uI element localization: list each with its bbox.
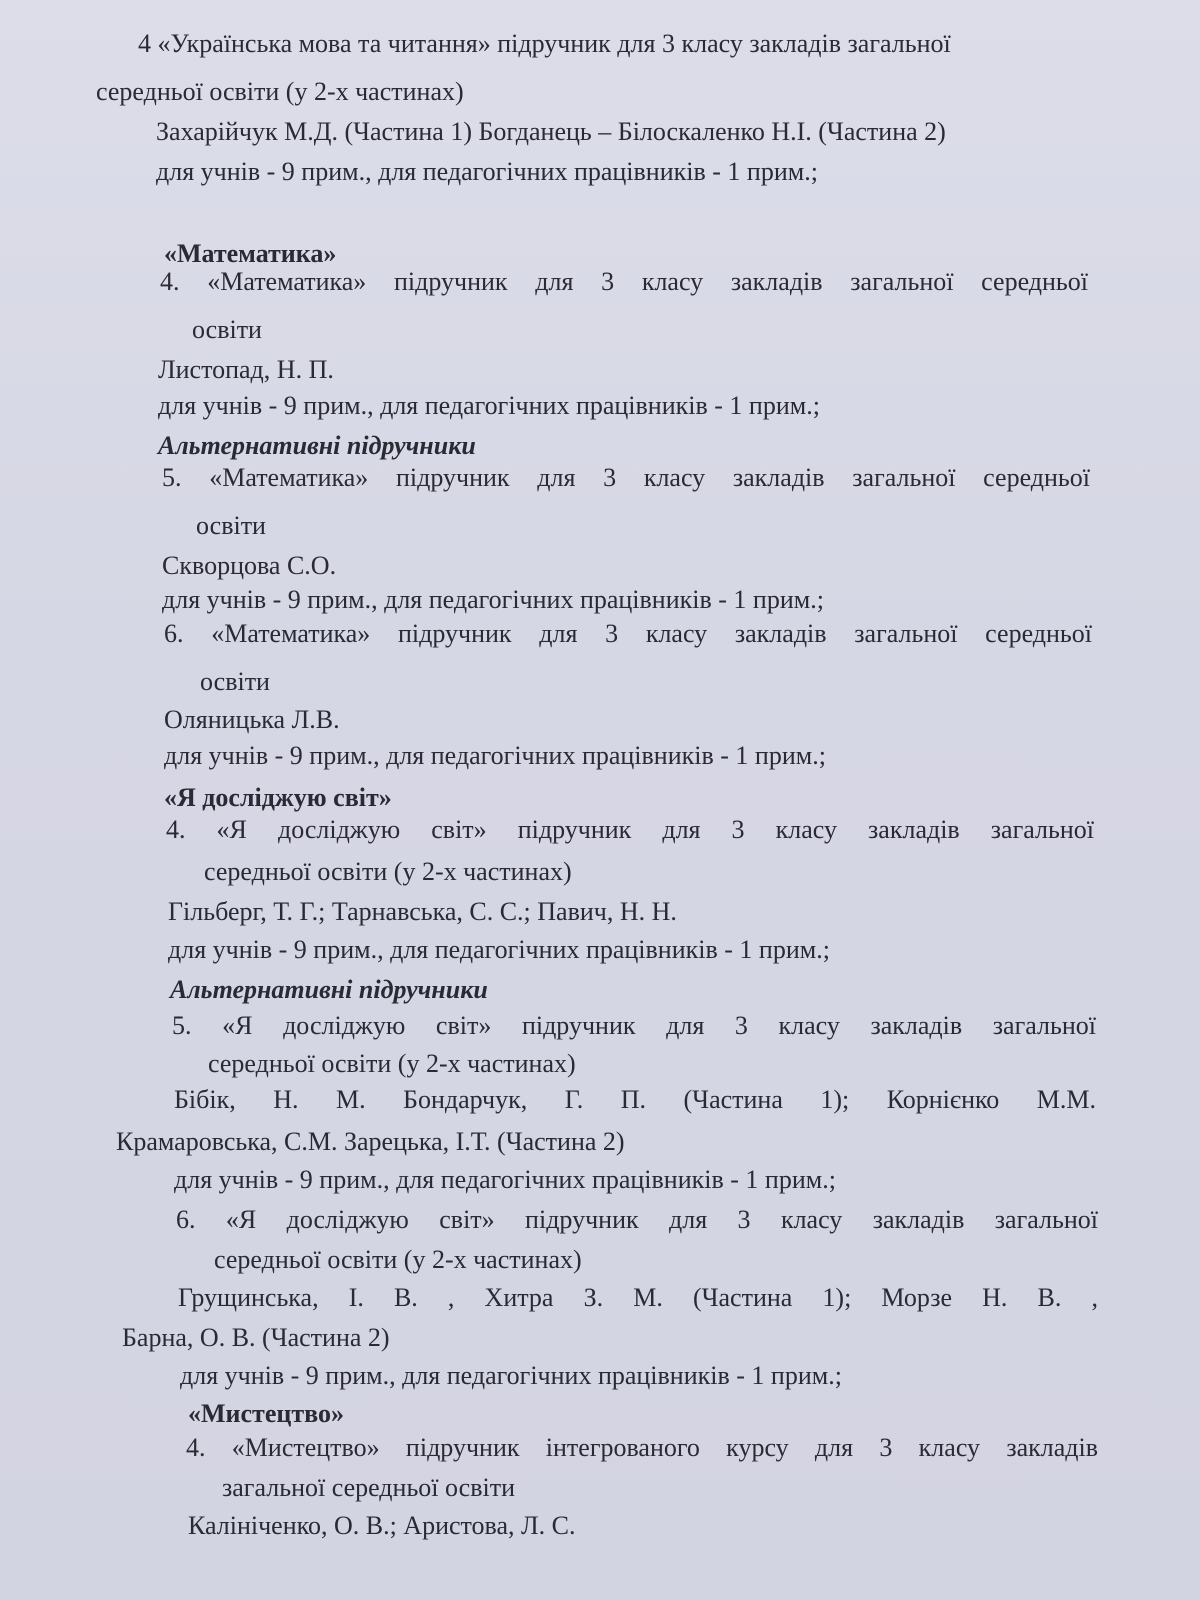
world-item5-authors2: Крамаровська, С.М. Зарецька, І.Т. (Частина 2): [116, 1127, 625, 1156]
math-item5-line1: 5. «Математика» підручник для 3 класу закладів загальної середньої: [162, 463, 1090, 492]
world-item4-copies: для учнів - 9 прим., для педагогічних працівників - 1 прим.;: [168, 935, 830, 964]
math-item4-line1: 4. «Математика» підручник для 3 класу закладів загальної середньої: [160, 267, 1088, 296]
math-item5-authors: Скворцова С.О.: [162, 551, 337, 580]
world-item4-line1: 4. «Я досліджую світ» підручник для 3 класу закладів загальної: [166, 815, 1094, 844]
world-alt-heading: Альтернативні підручники: [170, 975, 488, 1004]
world-item5-line2: середньої освіти (у 2-х частинах): [208, 1049, 576, 1078]
art-item4-line1: 4. «Мистецтво» підручник інтегрованого курсу для 3 класу закладів: [186, 1433, 1098, 1462]
math-item4-copies: для учнів - 9 прим., для педагогічних працівників - 1 прим.;: [158, 391, 820, 420]
world-heading: «Я досліджую світ»: [164, 783, 392, 812]
math-item6-copies: для учнів - 9 прим., для педагогічних працівників - 1 прим.;: [164, 741, 826, 770]
world-item6-authors1: Грущинська, І. В. , Хитра З. М. (Частина 1); Морзе Н. В. ,: [178, 1283, 1098, 1312]
world-item5-authors1: Бібік, Н. М. Бондарчук, Г. П. (Частина 1); Корнієнко М.М.: [174, 1085, 1096, 1114]
world-item5-line1: 5. «Я досліджую світ» підручник для 3 класу закладів загальної: [172, 1011, 1096, 1040]
world-item6-line1: 6. «Я досліджую світ» підручник для 3 класу закладів загальної: [176, 1205, 1098, 1234]
world-item6-authors2: Барна, О. В. (Частина 2): [122, 1323, 390, 1352]
ukr-mova-title-line1: 4 «Українська мова та читання» підручник для 3 класу закладів загальної: [138, 29, 951, 58]
art-item4-authors: Калініченко, О. В.; Аристова, Л. С.: [188, 1511, 576, 1540]
world-item6-line2: середньої освіти (у 2-х частинах): [214, 1245, 582, 1274]
ukr-mova-title-line2: середньої освіти (у 2-х частинах): [96, 77, 464, 106]
math-item6-line2: освіти: [200, 667, 270, 696]
math-item6-line1: 6. «Математика» підручник для 3 класу закладів загальної середньої: [164, 619, 1092, 648]
math-item5-line2: освіти: [196, 511, 266, 540]
ukr-mova-authors: Захарійчук М.Д. (Частина 1) Богданець – Білоскаленко Н.І. (Частина 2): [156, 117, 946, 146]
world-item5-copies: для учнів - 9 прим., для педагогічних працівників - 1 прим.;: [174, 1165, 836, 1194]
world-item4-line2: середньої освіти (у 2-х частинах): [204, 857, 572, 886]
math-heading: «Математика»: [164, 239, 337, 268]
math-alt-heading: Альтернативні підручники: [158, 431, 476, 460]
math-item6-authors: Оляницька Л.В.: [164, 705, 340, 734]
art-heading: «Мистецтво»: [188, 1399, 344, 1428]
world-item6-copies: для учнів - 9 прим., для педагогічних працівників - 1 прим.;: [180, 1361, 842, 1390]
math-item4-authors: Листопад, Н. П.: [158, 355, 334, 384]
math-item4-line2: освіти: [192, 315, 262, 344]
math-item5-copies: для учнів - 9 прим., для педагогічних працівників - 1 прим.;: [162, 585, 824, 614]
ukr-mova-copies: для учнів - 9 прим., для педагогічних працівників - 1 прим.;: [156, 157, 818, 186]
world-item4-authors: Гільберг, Т. Г.; Тарнавська, С. С.; Павич, Н. Н.: [168, 897, 677, 926]
art-item4-line2: загальної середньої освіти: [222, 1473, 515, 1502]
